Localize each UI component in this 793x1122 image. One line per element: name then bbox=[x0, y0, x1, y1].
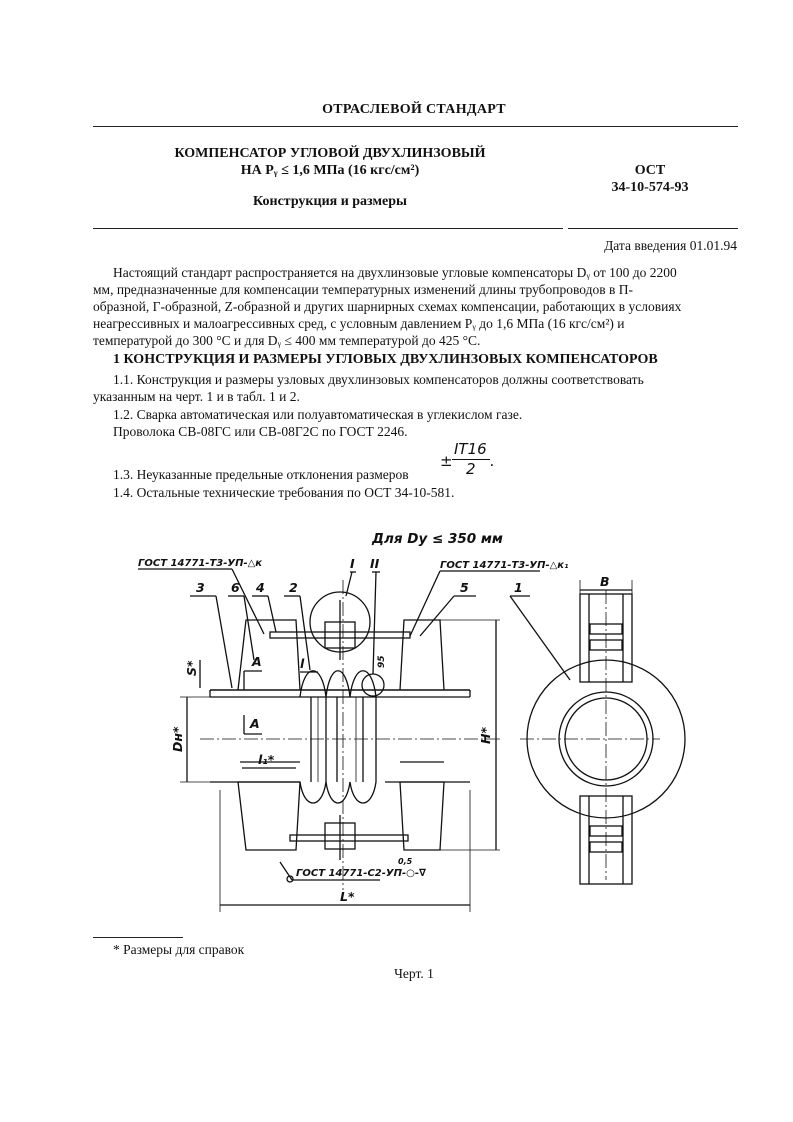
document-subtitle: Конструкция и размеры bbox=[253, 194, 407, 209]
weld-symbol-bottom: ГОСТ 14771-С2-УП-○-∇ bbox=[296, 868, 426, 879]
label-detail-I: I bbox=[350, 556, 355, 571]
label-detail-II: II bbox=[370, 556, 380, 571]
dimension-Dn: Dн* bbox=[170, 726, 185, 752]
footnote-rule bbox=[93, 937, 183, 938]
position-2: 2 bbox=[289, 580, 298, 595]
dimension-95: 95 bbox=[377, 655, 387, 668]
tolerance-sign: ± bbox=[440, 452, 453, 470]
position-3: 3 bbox=[196, 580, 205, 595]
intro-line-2: мм, предназначенные для компенсации температурных изменений длины трубопроводов в П- bbox=[93, 282, 634, 297]
clause-1-1-line1: 1.1. Конструкция и размеры узловых двухлинзовых компенсаторов должны соответствовать bbox=[113, 372, 644, 387]
dimension-l1: l₁* bbox=[258, 752, 275, 767]
intro-line-1: Настоящий стандарт распространяется на двухлинзовые угловые компенсаторы Dᵧ от 100 до 2200 bbox=[113, 265, 677, 280]
dimension-H: Н* bbox=[478, 727, 493, 744]
position-1: 1 bbox=[514, 580, 523, 595]
standard-type-title: ОТРАСЛЕВОЙ СТАНДАРТ bbox=[322, 102, 506, 117]
standard-code-label: ОСТ bbox=[634, 163, 666, 178]
clause-1-4: 1.4. Остальные технические требования по ОСТ 34-10-581. bbox=[113, 485, 455, 500]
tolerance-numerator: IT16 bbox=[454, 440, 487, 458]
intro-line-4: неагрессивных и малоагрессивных сред, с условным давлением Pᵧ до 1,6 МПа (16 кгс/см²) и bbox=[93, 316, 625, 331]
position-4: 4 bbox=[256, 580, 265, 595]
footnote: * Размеры для справок bbox=[113, 942, 245, 957]
clause-1-3: 1.3. Неуказанные предельные отклонения размеров bbox=[113, 467, 409, 482]
document-title-line2: НА Pᵧ ≤ 1,6 МПа (16 кгс/см²) bbox=[240, 163, 420, 178]
section-1-heading: 1 КОНСТРУКЦИЯ И РАЗМЕРЫ УГЛОВЫХ ДВУХЛИНЗОВЫХ КОМПЕНСАТОРОВ bbox=[113, 352, 658, 367]
weld-symbol-bottom-sup: 0,5 bbox=[398, 857, 413, 866]
drawing-note-dn-limit: Для Dу ≤ 350 мм bbox=[372, 531, 503, 547]
intro-line-3: образной, Г-образной, Z-образной и других шарнирных схемах компенсации, работающих в условиях bbox=[93, 299, 682, 314]
dimension-B: В bbox=[600, 574, 610, 589]
position-5: 5 bbox=[460, 580, 469, 595]
dimension-L: L* bbox=[340, 889, 355, 904]
section-A-top: А bbox=[252, 654, 262, 669]
tolerance-period: . bbox=[490, 452, 495, 470]
introduction-date: Дата введения 01.01.94 bbox=[604, 238, 737, 253]
clause-1-1-line2: указанным на черт. 1 и в табл. 1 и 2. bbox=[93, 389, 300, 404]
document-title-line1: КОМПЕНСАТОР УГЛОВОЙ ДВУХЛИНЗОВЫЙ bbox=[174, 146, 486, 161]
position-6: 6 bbox=[231, 580, 240, 595]
weld-symbol-left: ГОСТ 14771-Т3-УП-△к bbox=[138, 558, 263, 569]
weld-symbol-right: ГОСТ 14771-Т3-УП-△к₁ bbox=[440, 560, 569, 571]
clause-1-2-wire: Проволока СВ-08ГС или СВ-08Г2С по ГОСТ 2246. bbox=[113, 424, 408, 439]
dimension-S: S* bbox=[184, 660, 199, 676]
section-A-bottom: А bbox=[250, 716, 260, 731]
clause-1-2: 1.2. Сварка автоматическая или полуавтоматическая в углекислом газе. bbox=[113, 407, 523, 422]
standard-code-number: 34-10-574-93 bbox=[611, 180, 689, 195]
figure-caption: Черт. 1 bbox=[394, 966, 434, 981]
intro-line-5: температурой до 300 °С и для Dᵧ ≤ 400 мм температурой до 425 °С. bbox=[93, 333, 481, 348]
tolerance-denominator: 2 bbox=[466, 460, 476, 478]
dimension-l: l bbox=[300, 656, 305, 671]
